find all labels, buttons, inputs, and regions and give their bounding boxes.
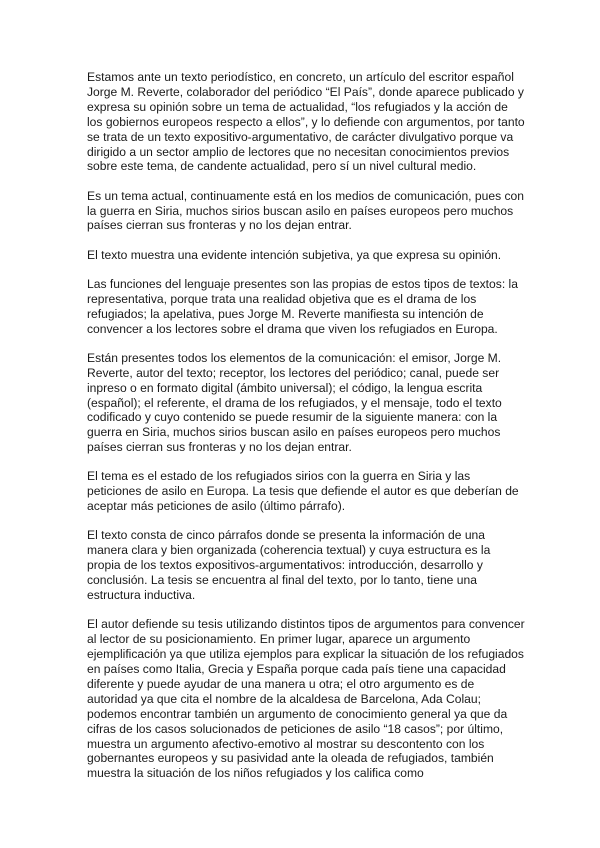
- paragraph-structure: El texto consta de cinco párrafos donde se presenta la información de una manera clara y bien organizada (coherencia textual) y cuya estructura es la propia de los textos expositivos-argumentativos: introducción, desarrollo y conclusión. La tesis se encuentra al final del texto, por lo tanto, tiene una estructura inductiva.: [87, 528, 491, 603]
- paragraph-language-functions: Las funciones del lenguaje presentes son las propias de estos tipos de textos: la representativa, porque trata una realidad objetiva que es el drama de los refugiados; la apelativa, pues Jorge M. Reverte manifiesta su intención de convencer a los lectores sobre el drama que viven los refugiados en Europa.: [87, 276, 518, 336]
- paragraph-theme-thesis: El tema es el estado de los refugiados sirios con la guerra en Siria y las peticiones de asilo en Europa. La tesis que defiende el autor es que deberían de aceptar más peticiones de asilo (último párrafo).: [87, 469, 519, 514]
- paragraph-communication-elements: Están presentes todos los elementos de la comunicación: el emisor, Jorge M. Reverte, autor del texto; receptor, los lectores del periódico; canal, puede ser inpreso o en formato digital (ámbito universal); el código, la lengua escrita (español); el referente, el drama de los refugiados, y el mensaje, todo el texto codificado y cuyo contenido se puede resumir de la siguiente manera: con la guerra en Siria, muchos sirios buscan asilo en países europeos pero muchos países cierran sus fronteras y no los dejan entrar.: [87, 350, 502, 455]
- paragraph-arguments: El autor defiende su tesis utilizando distintos tipos de argumentos para convencer al lector de su posicionamiento. En primer lugar, aparece un argumento ejemplificación ya que utiliza ejemplos para explicar la situación de los refugiados en países como Italia, Grecia y España porque cada país tiene una capacidad diferente y puede ayudar de una manera u otra; el otro argumento es de autoridad ya que cita el nombre de la alcaldesa de Barcelona, Ada Colau; podemos encontrar también un argumento de conocimiento general ya que da cifras de los casos solucionados de peticiones de asilo “18 casos”; por último, muestra un argumento afectivo-emotivo al mostrar su descontento con los gobernantes europeos y su pasividad ante la oleada de refugiados, también muestra la situación de los niños refugiados y los califica como: [87, 617, 525, 781]
- paragraph-topic-context: Es un tema actual, continuamente está en los medios de comunicación, pues con la guerra en Siria, muchos sirios buscan asilo en países europeos pero muchos países cierran sus fronteras y no los dejan entrar.: [87, 188, 524, 233]
- document-body: [87, 70, 525, 796]
- paragraph-introduction: Estamos ante un texto periodístico, en concreto, un artículo del escritor español Jorge M. Reverte, colaborador del periódico “El País”, donde aparece publicado y expresa su opinión sobre un tema de actualidad, “los refugiados y la acción de los gobiernos europeos respecto a ellos”, y lo defiende con argumentos, por tanto se trata de un texto expositivo-argumentativo, de carácter divulgativo porque va dirigido a un sector amplio de lectores que no necesitan conocimientos previos sobre este tema, de candente actualidad, pero sí un nivel cultural medio.: [87, 70, 525, 174]
- paragraph-intention: El texto muestra una evidente intención subjetiva, ya que expresa su opinión.: [87, 247, 502, 262]
